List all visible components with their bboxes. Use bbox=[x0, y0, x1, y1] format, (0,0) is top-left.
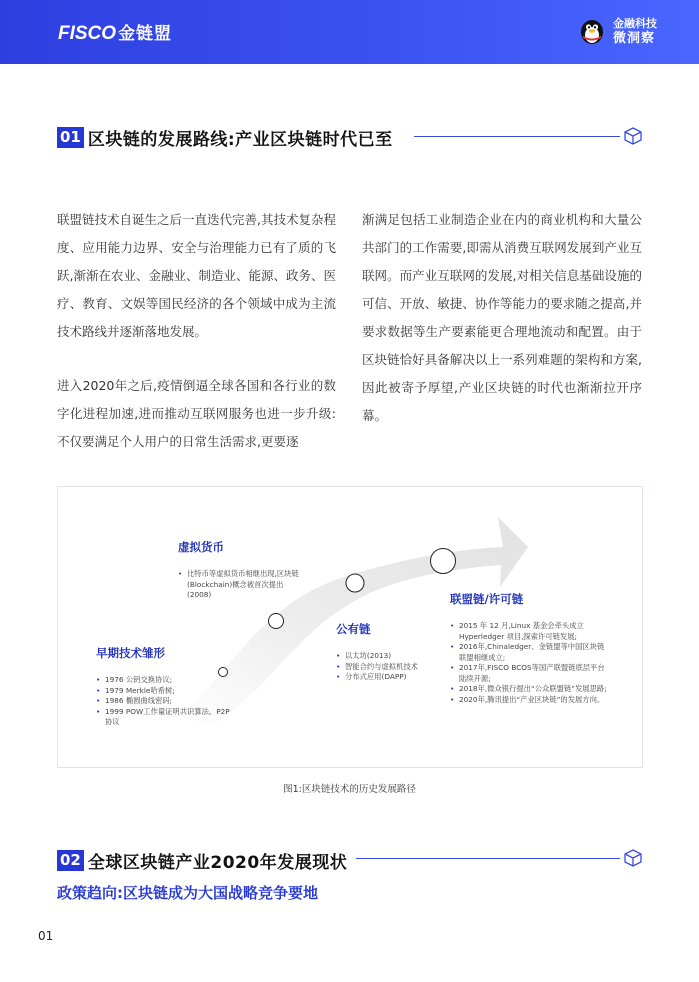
stage-early-list bbox=[96, 675, 236, 728]
list-item: • 2016年,Chinaledger、金链盟等中国区块链联盟相继成立; bbox=[450, 642, 608, 663]
section-2-heading bbox=[57, 848, 347, 873]
section-1-title: 区块链的发展路线:产业区块链时代已至 bbox=[87, 130, 393, 150]
section-2-title: 全球区块链产业2020年发展现状 bbox=[87, 853, 348, 873]
body-left-paragraph-2: 进入2020年之后,疫情倒逼全球各国和各行业的数字化进程加速,进而推动互联网服务也进一步升级:不仅要满足个人用户的日常生活需求,更要逐 bbox=[57, 378, 336, 449]
stage-crypto-list bbox=[178, 569, 300, 601]
list-item: • 2015 年 12 月,Linux 基金会牵头成立 Hyperledger 项目,探索许可链发展; bbox=[450, 621, 608, 642]
section-1-number: 01 bbox=[57, 127, 84, 148]
page-number: 01 bbox=[38, 929, 54, 943]
stage-consortium-list bbox=[450, 621, 608, 705]
list-item: • 1979 Merkle哈希树; bbox=[96, 686, 236, 697]
fisco-logo bbox=[58, 19, 172, 45]
section-1-rule bbox=[414, 136, 620, 137]
stage-public-label: 公有链 bbox=[336, 622, 371, 636]
logo-latin: FISCO bbox=[58, 23, 117, 44]
history-figure bbox=[57, 486, 643, 768]
figure-caption: 图1:区块链技术的历史发展路径 bbox=[283, 784, 416, 795]
body-left-paragraph-1: 联盟链技术自诞生之后一直迭代完善,其技术复杂程度、应用能力边界、安全与治理能力已有了质的飞跃,渐渐在农业、金融业、制造业、能源、政务、医疗、教育、文娱等国民经济的各个领域中成为主流技术路线并逐渐落地发展。 bbox=[57, 212, 336, 339]
penguin-icon bbox=[577, 16, 607, 46]
stage-consortium-label: 联盟链/许可链 bbox=[450, 592, 524, 606]
logo-cn: 金链盟 bbox=[118, 24, 173, 43]
brand-line1: 金融科技 bbox=[613, 17, 657, 30]
cube-icon bbox=[622, 126, 644, 150]
stage-public-list bbox=[336, 651, 456, 683]
stage-early-label: 早期技术雏形 bbox=[96, 646, 165, 660]
list-item: • 2020年,腾讯提出“产业区块链”的发展方向。 bbox=[450, 695, 608, 706]
brand-line2: 微洞察 bbox=[613, 31, 656, 46]
section-2-number: 02 bbox=[57, 850, 84, 871]
list-item: • 1999 POW工作量证明共识算法、P2P协议 bbox=[96, 707, 236, 728]
section-2-rule bbox=[356, 858, 620, 859]
list-item: • 以太坊(2013) bbox=[336, 651, 456, 662]
page-header bbox=[0, 0, 699, 64]
list-item: • 2017年,FISCO BCOS等国产联盟链底层平台陆续开源; bbox=[450, 663, 608, 684]
stage-crypto-label: 虚拟货币 bbox=[178, 540, 224, 554]
list-item: • 1986 椭圆曲线密码; bbox=[96, 696, 236, 707]
list-item: • 1976 公钥交换协议; bbox=[96, 675, 236, 686]
list-item: • 分布式应用(DAPP) bbox=[336, 672, 456, 683]
section-1-heading bbox=[57, 125, 393, 150]
list-item: • 2018年,微众银行提出“公众联盟链”发展思路; bbox=[450, 684, 608, 695]
list-item: • 比特币等虚拟货币相继出现,区块链(Blockchain)概念被首次提出(2008) bbox=[178, 569, 300, 601]
body-right-paragraph: 渐满足包括工业制造企业在内的商业机构和大量公共部门的工作需要,即需从消费互联网发展到产业互联网。而产业互联网的发展,对相关信息基础设施的可信、开放、敏捷、协作等能力的要求随之提高,并要求数据等生产要素能更合理地流动和配置。由于区块链恰好具备解决以上一系列难题的架构和方案,因此被寄予厚望,产业区块链的时代也渐渐拉开序幕。 bbox=[362, 212, 642, 423]
cube-icon bbox=[622, 848, 644, 872]
brand-badge bbox=[577, 16, 657, 46]
section-2-subtitle: 政策趋向:区块链成为大国战略竞争要地 bbox=[57, 884, 319, 902]
list-item: • 智能合约与虚拟机技术 bbox=[336, 662, 456, 673]
